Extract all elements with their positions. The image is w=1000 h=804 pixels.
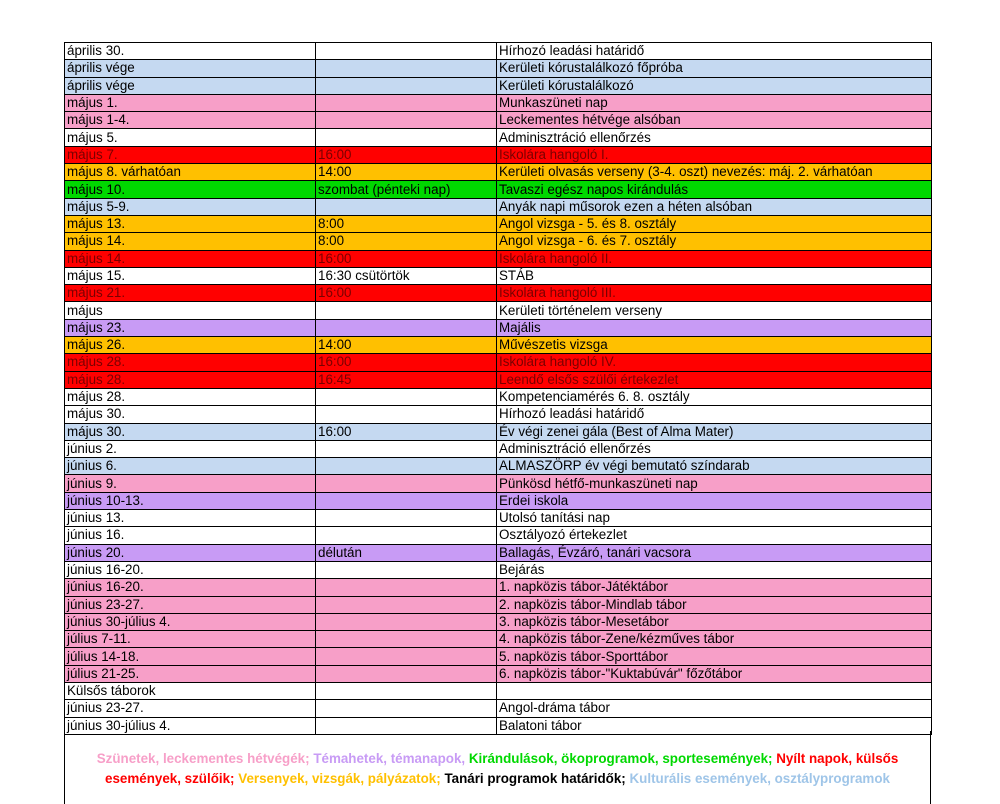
date-cell[interactable]: május 30. <box>65 406 316 423</box>
event-cell[interactable]: Iskolára hangoló II. <box>497 250 932 267</box>
date-cell[interactable]: június 10-13. <box>65 492 316 509</box>
time-cell[interactable] <box>316 198 497 215</box>
legend-item: Versenyek, vizsgák, pályázatok; <box>238 770 441 786</box>
date-cell[interactable]: május 14. <box>65 233 316 250</box>
schedule-row <box>65 579 932 596</box>
schedule-row <box>65 181 932 198</box>
schedule-row <box>65 250 932 267</box>
schedule-row <box>65 354 932 371</box>
time-cell[interactable] <box>316 440 497 457</box>
schedule-row <box>65 510 932 527</box>
event-cell[interactable]: Kompetenciamérés 6. 8. osztály <box>497 388 932 405</box>
time-cell[interactable] <box>316 458 497 475</box>
date-cell[interactable]: május 23. <box>65 319 316 336</box>
time-cell[interactable] <box>316 112 497 129</box>
date-cell[interactable]: május 10. <box>65 181 316 198</box>
schedule-row <box>65 233 932 250</box>
event-cell[interactable]: 1. napközis tábor-Játéktábor <box>497 579 932 596</box>
date-cell[interactable]: június 16. <box>65 527 316 544</box>
time-cell[interactable] <box>316 77 497 94</box>
date-cell[interactable]: június 9. <box>65 475 316 492</box>
event-cell[interactable]: Kerületi kórustalálkozó főpróba <box>497 60 932 77</box>
time-cell[interactable]: 16:00 <box>316 250 497 267</box>
date-cell[interactable]: május 30. <box>65 423 316 440</box>
event-cell[interactable]: Kerületi történelem verseny <box>497 302 932 319</box>
schedule-row <box>65 561 932 578</box>
time-cell[interactable] <box>316 492 497 509</box>
date-cell[interactable]: június 23-27. <box>65 700 316 717</box>
legend-item: Kulturális események, osztályprogramok <box>629 770 890 786</box>
time-cell[interactable] <box>316 579 497 596</box>
time-cell[interactable] <box>316 43 497 60</box>
event-cell[interactable]: Angol-dráma tábor <box>497 700 932 717</box>
event-cell[interactable]: 5. napközis tábor-Sporttábor <box>497 648 932 665</box>
legend-item: Szünetek, leckementes hétvégék; <box>96 751 310 766</box>
time-cell[interactable] <box>316 129 497 146</box>
schedule-row <box>65 544 932 561</box>
date-cell[interactable]: május 15. <box>65 267 316 284</box>
event-cell[interactable]: Hírhozó leadási határidő <box>497 43 932 60</box>
event-cell[interactable]: Leendő elsős szülői értekezlet <box>497 371 932 388</box>
event-cell[interactable]: Angol vizsga - 6. és 7. osztály <box>497 233 932 250</box>
time-cell[interactable]: 16:00 <box>316 146 497 163</box>
event-cell[interactable]: Adminisztráció ellenőrzés <box>497 440 932 457</box>
date-cell[interactable]: május 14. <box>65 250 316 267</box>
schedule-row <box>65 43 932 60</box>
schedule-table <box>64 42 932 735</box>
date-cell[interactable]: május 21. <box>65 285 316 302</box>
date-cell[interactable]: május <box>65 302 316 319</box>
schedule-row <box>65 648 932 665</box>
time-cell[interactable] <box>316 682 497 699</box>
legend-item: Témahetek, témanapok, <box>313 751 466 766</box>
event-cell[interactable]: Balatoni tábor <box>497 717 932 734</box>
event-cell[interactable]: Iskolára hangoló I. <box>497 146 932 163</box>
schedule-row <box>65 285 932 302</box>
time-cell[interactable] <box>316 527 497 544</box>
time-cell[interactable] <box>316 510 497 527</box>
schedule-rows <box>65 43 932 735</box>
date-cell[interactable]: Külsős táborok <box>65 682 316 699</box>
time-cell[interactable]: 8:00 <box>316 215 497 232</box>
date-cell[interactable]: július 21-25. <box>65 665 316 682</box>
date-cell[interactable]: június 13. <box>65 510 316 527</box>
time-cell[interactable]: 14:00 <box>316 164 497 181</box>
event-cell[interactable]: Hírhozó leadási határidő <box>497 406 932 423</box>
time-cell[interactable] <box>316 406 497 423</box>
date-cell[interactable]: május 7. <box>65 146 316 163</box>
event-cell[interactable]: 6. napközis tábor-"Kuktabúvár" főzőtábor <box>497 665 932 682</box>
event-cell[interactable]: Osztályozó értekezlet <box>497 527 932 544</box>
time-cell[interactable]: 8:00 <box>316 233 497 250</box>
event-cell[interactable]: 3. napközis tábor-Mesetábor <box>497 613 932 630</box>
event-cell[interactable]: Pünkösd hétfő-munkaszüneti nap <box>497 475 932 492</box>
time-cell[interactable] <box>316 302 497 319</box>
legend-item: Kirándulások, ökoprogramok, sportesemények; <box>468 751 773 766</box>
schedule-row <box>65 492 932 509</box>
event-cell[interactable]: 4. napközis tábor-Zene/kézműves tábor <box>497 631 932 648</box>
time-cell[interactable] <box>316 596 497 613</box>
event-cell[interactable]: Iskolára hangoló III. <box>497 285 932 302</box>
schedule-row <box>65 475 932 492</box>
date-cell[interactable]: május 13. <box>65 215 316 232</box>
date-cell[interactable]: május 26. <box>65 337 316 354</box>
date-cell[interactable]: június 16-20. <box>65 579 316 596</box>
time-cell[interactable] <box>316 561 497 578</box>
legend-item: Nyílt napok, külsős események, szülőik; <box>105 751 899 786</box>
event-cell[interactable]: Tavaszi egész napos kirándulás <box>497 181 932 198</box>
color-legend <box>64 731 931 804</box>
event-cell[interactable]: 2. napközis tábor-Mindlab tábor <box>497 596 932 613</box>
time-cell[interactable] <box>316 475 497 492</box>
date-cell[interactable]: május 28. <box>65 354 316 371</box>
time-cell[interactable]: 16:00 <box>316 285 497 302</box>
schedule-row <box>65 112 932 129</box>
time-cell[interactable] <box>316 94 497 111</box>
date-cell[interactable]: június 20. <box>65 544 316 561</box>
schedule-row <box>65 319 932 336</box>
schedule-row <box>65 682 932 699</box>
event-cell[interactable]: Munkaszüneti nap <box>497 94 932 111</box>
time-cell[interactable] <box>316 665 497 682</box>
event-cell[interactable] <box>497 682 932 699</box>
schedule-row <box>65 94 932 111</box>
time-cell[interactable] <box>316 319 497 336</box>
schedule-row <box>65 700 932 717</box>
date-cell[interactable]: július 7-11. <box>65 631 316 648</box>
date-cell[interactable]: május 8. várhatóan <box>65 164 316 181</box>
event-cell[interactable]: Kerületi kórustalálkozó <box>497 77 932 94</box>
time-cell[interactable] <box>316 648 497 665</box>
event-cell[interactable]: ALMASZÖRP év végi bemutató színdarab <box>497 458 932 475</box>
event-cell[interactable]: Leckementes hétvége alsóban <box>497 112 932 129</box>
legend-item: Tanári programok határidők; <box>444 770 626 786</box>
date-cell[interactable]: június 2. <box>65 440 316 457</box>
time-cell[interactable]: szombat (pénteki nap) <box>316 181 497 198</box>
schedule-row <box>65 458 932 475</box>
date-cell[interactable]: június 30-július 4. <box>65 613 316 630</box>
event-cell[interactable]: Utolsó tanítási nap <box>497 510 932 527</box>
schedule-row <box>65 388 932 405</box>
event-cell[interactable]: Év végi zenei gála (Best of Alma Mater) <box>497 423 932 440</box>
time-cell[interactable]: 16:30 csütörtök <box>316 267 497 284</box>
schedule-row <box>65 527 932 544</box>
event-cell[interactable]: Anyák napi műsorok ezen a héten alsóban <box>497 198 932 215</box>
time-cell[interactable]: 16:45 <box>316 371 497 388</box>
schedule-row <box>65 302 932 319</box>
schedule-row <box>65 406 932 423</box>
event-cell[interactable]: Erdei iskola <box>497 492 932 509</box>
event-cell[interactable]: Majális <box>497 319 932 336</box>
date-cell[interactable]: május 1. <box>65 94 316 111</box>
date-cell[interactable]: május 5. <box>65 129 316 146</box>
event-cell[interactable]: Kerületi olvasás verseny (3-4. oszt) nevezés: máj. 2. várhatóan <box>497 164 932 181</box>
schedule-row <box>65 164 932 181</box>
date-cell[interactable]: május 1-4. <box>65 112 316 129</box>
date-cell[interactable]: június 30-július 4. <box>65 717 316 734</box>
schedule-row <box>65 337 932 354</box>
event-cell[interactable]: Ballagás, Évzáró, tanári vacsora <box>497 544 932 561</box>
schedule-row <box>65 423 932 440</box>
date-cell[interactable]: április 30. <box>65 43 316 60</box>
time-cell[interactable] <box>316 613 497 630</box>
schedule-row <box>65 665 932 682</box>
time-cell[interactable]: délután <box>316 544 497 561</box>
date-cell[interactable]: június 16-20. <box>65 561 316 578</box>
time-cell[interactable] <box>316 388 497 405</box>
schedule-row <box>65 596 932 613</box>
event-cell[interactable]: Művészetis vizsga <box>497 337 932 354</box>
date-cell[interactable]: május 28. <box>65 388 316 405</box>
time-cell[interactable]: 16:00 <box>316 354 497 371</box>
schedule-row <box>65 267 932 284</box>
date-cell[interactable]: április vége <box>65 60 316 77</box>
schedule-row <box>65 440 932 457</box>
time-cell[interactable]: 16:00 <box>316 423 497 440</box>
event-cell[interactable]: Adminisztráció ellenőrzés <box>497 129 932 146</box>
time-cell[interactable] <box>316 631 497 648</box>
date-cell[interactable]: május 28. <box>65 371 316 388</box>
time-cell[interactable]: 14:00 <box>316 337 497 354</box>
event-cell[interactable]: STÁB <box>497 267 932 284</box>
date-cell[interactable]: július 14-18. <box>65 648 316 665</box>
schedule-row <box>65 215 932 232</box>
schedule-row <box>65 613 932 630</box>
schedule-row <box>65 371 932 388</box>
schedule-sheet <box>64 42 931 735</box>
event-cell[interactable]: Angol vizsga - 5. és 8. osztály <box>497 215 932 232</box>
date-cell[interactable]: május 5-9. <box>65 198 316 215</box>
schedule-row <box>65 631 932 648</box>
date-cell[interactable]: április vége <box>65 77 316 94</box>
schedule-row <box>65 60 932 77</box>
schedule-row <box>65 146 932 163</box>
date-cell[interactable]: június 6. <box>65 458 316 475</box>
time-cell[interactable] <box>316 700 497 717</box>
event-cell[interactable]: Iskolára hangoló IV. <box>497 354 932 371</box>
time-cell[interactable] <box>316 60 497 77</box>
schedule-row <box>65 129 932 146</box>
date-cell[interactable]: június 23-27. <box>65 596 316 613</box>
event-cell[interactable]: Bejárás <box>497 561 932 578</box>
schedule-row <box>65 77 932 94</box>
schedule-row <box>65 198 932 215</box>
